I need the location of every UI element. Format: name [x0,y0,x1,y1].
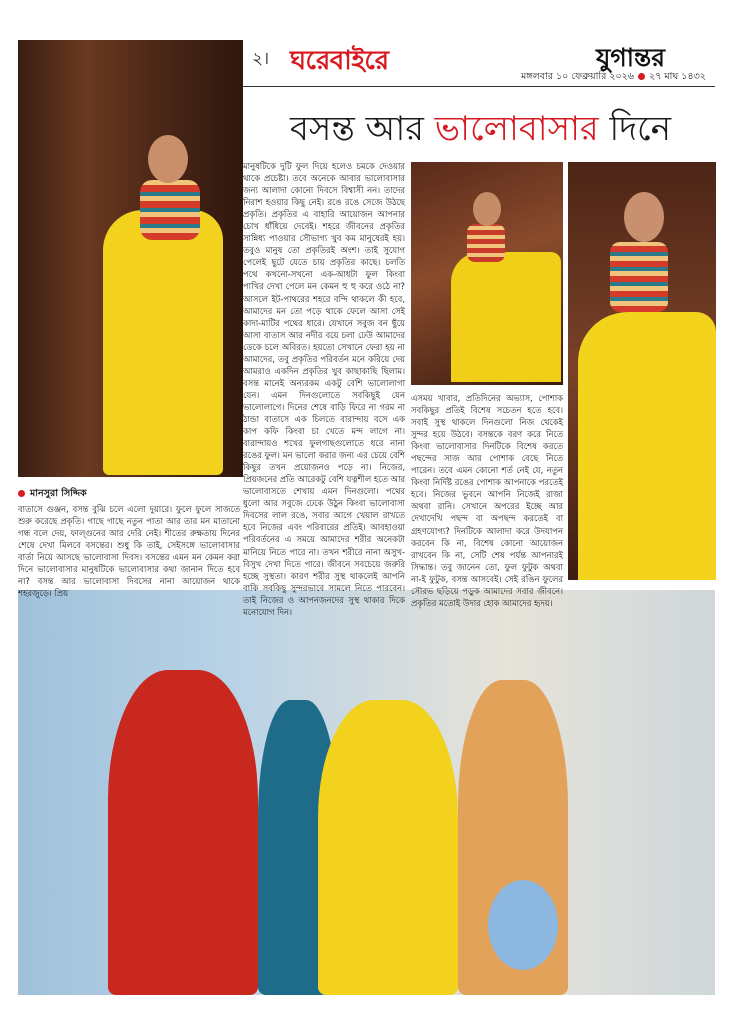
page-number: ২। [252,49,270,69]
group-photo [18,590,715,995]
section-title: ঘরেবাইরে [290,46,389,76]
striped-blouse-shape [610,242,668,312]
headline [290,103,671,160]
masthead-rule [243,86,715,87]
article-column-1: বাতাসে গুঞ্জন, বসন্ত বুঝি চলে এলো দুয়ারে। ফুলে ফুলে সাজতে শুরু করেছে প্রকৃতি। গাছে গাছে নতুন পাতা আর তার মন মাতানো গন্ধ বলে দেয়, ফাল্গুনের আর দেরি নেই। শীতের রুক্ষতায় দিনের শেষে দেখা মিলবে বসন্তের। শুধু কি তাই, সেইসঙ্গে ভালোবাসার বার্তা নিয়ে আসছে ভালোবাসা দিবস। বসন্তের এমন মন কেমন করা দিনে ভালোবাসার মানুষটিকে ভালোবাসার কথা জানান দিতে হবে না? বসন্ত আর ভালোবাসা দিবসের নানা আয়োজন থাকে শহরজুড়ে। প্রিয় [18,504,240,599]
date-text: মঙ্গলবার ১০ ফেব্রুয়ারি ২০২৬ [521,71,635,82]
article-column-2: মানুষটিকে দুটি ফুল দিয়ে হলেও চমকে দেওয়ার থাকে প্রচেষ্টা। তবে অনেকে আবার ভালোবাসার জন্য আলাদা কোনো দিবসে বিশ্বাসী নন। তাদের নিরাশ হওয়ার কিছু নেই। রঙে রঙে সেজে উঠছে প্রকৃতি। প্রকৃতির এ বাহারি আয়োজন আপনার চোখ ধাঁধিয়ে দেবেই। শহরে জীবনের প্রকৃতির সান্নিধ্য পাওয়ার সৌভাগ্য খুব কম মানুষেরই হয়। তবুও মানুষ তো প্রকৃতিরই অংশ। তাই সুযোগ পেলেই ছুটে যেতে চায় প্রকৃতির কাছে। চলতি পথে কখনো-সখনো এক-আধটা ফুল কিংবা পাখির দেখা পেলে মন কেমন হু হু করে ওঠে না? আসলে ইট-পাথরের শহরে বন্দি থাকলে কী হবে, আমাদের মন তো পড়ে থাকে ফেলে আসা সেই কাদা-মাটির পথের ধারে। যেখানে সবুজ বন ছুঁয়ে আসা বাতাস আর নদীর বয়ে চলা ঢেউ আমাদের ডেকে চলে অবিরত। হয়তো সেখানে ফেরা হয় না আমাদের, তবু প্রকৃতির পরিবর্তন মনে করিয়ে দেয় আমরাও একদিন প্রকৃতির খুব কাছাকাছি ছিলাম। বসন্ত মানেই অন্যরকম একটু বেশি ভালোলাগা যেন। এমন দিনগুলোতে সবকিছুই যেন ভালোলাগে। দিনের শেষে বাড়ি ফিরে না গরম না ঠান্ডা বাতাসে এক চিলতে বারান্দায় বসে এক কাপ কফি কিংবা চা খেতে মন্দ লাগে না। বারান্দায়ও শখের ফুলগাছগুলোতে ধরে নানা রঙের ফুল। মন ভালো করার জন্য এর চেয়ে বেশি কিছুর তখন প্রয়োজনও পড়ে না। নিজের, প্রিয়জনের প্রতি আরেকটু বেশি যত্নশীল হতে আর ভালোবাসতে শেখায় এমন দিনগুলো। পথের ধুলো আর সবুজে ঢেকে উঠুন কিংবা ভালোবাসা দিবসের লাল রঙে, সবার আগে খেয়াল রাখতে হবে নিজের এবং পরিবারের প্রতিই। আবহাওয়া পরিবর্তনের এ সময়ে আমাদের শরীর অনেকটা মানিয়ে নিতে পারে না। তখন শরীরে নানা অসুখ-বিসুখ দেখা দিতে পারে। জীবনে সবচেয়ে জরুরি হচ্ছে সুস্থতা। কারণ শরীর সুস্থ থাকলেই আপনি বাকি সবকিছু সুন্দরভাবে সামলে নিতে পারবেন। তাই নিজের ও আপনজনদের সুস্থ থাকার দিকে মনোযোগ দিন। [243,161,405,617]
article-column-3: এসময় খাবার, প্রতিদিনের অভ্যাস, পোশাক সবকিছুর প্রতিই বিশেষ সচেতন হতে হবে। সবাই সুস্থ থাকলে দিনগুলো নিজ থেকেই সুন্দর হয়ে উঠবে। বসন্তকে বরণ করে নিতে কিংবা ভালোবাসার দিনটিকে বিশেষ করতে পছন্দের সাজ আর পোশাক বেছে নিতে পারেন। তবে এমন কোনো শর্ত নেই যে, নতুন কিংবা নির্দিষ্ট রঙের পোশাক আপনাকে পরতেই হবে। নিজের ভুবনে আপনি নিজেই রাজা অথবা রানি। সেখানে অপরের ইচ্ছে আর দেখাদেখি পছন্দ বা অপছন্দ করতেই বা গ্রহণযোগ্য? দিনটিকে আলাদা করে উদযাপন করবেন কি না, বিশেষ কোনো আয়োজন রাখবেন কি না, সেটি শেষ পর্যন্ত আপনারই সিদ্ধান্ত। তবু জানেন তো, ফুল ফুটুক অথবা না-ই ফুটুক, বসন্ত আসবেই। সেই রঙিন ফুলের সৌরভ ছড়িয়ে পড়ুক আমাদের সবার জীবনে। প্রকৃতির মতোই উদার হোক আমাদের হৃদয়। [411,393,563,608]
red-dot-icon [638,73,645,80]
striped-blouse-shape [467,224,505,262]
date-bn-text: ২৭ মাঘ ১৪৩২ [649,71,706,82]
yellow-saree-shape [451,252,561,382]
yellow-saree-shape [578,312,716,580]
striped-blouse-shape [140,180,200,240]
model-head-shape [148,135,188,183]
model-head-shape [624,192,664,242]
byline [18,487,87,502]
model-photo-seated [411,162,563,385]
byline-name: মানসুরা সিদ্দিক [30,488,87,499]
yellow-saree-shape [103,210,223,475]
model-photo-right [568,162,716,580]
person-woman-yellow-saree [318,700,458,995]
red-dot-icon [18,490,25,497]
newspaper-logo: যুগান্তর [596,43,666,72]
model-photo-left [18,40,243,477]
model-head-shape [473,192,501,226]
person-red-kurta [108,670,258,995]
dateline [521,70,706,85]
flower-vase [488,880,558,970]
headline-part-1: বসন্ত আর [290,109,435,149]
headline-part-3: দিনে [598,109,672,149]
headline-part-2: ভালোবাসার [434,109,599,149]
